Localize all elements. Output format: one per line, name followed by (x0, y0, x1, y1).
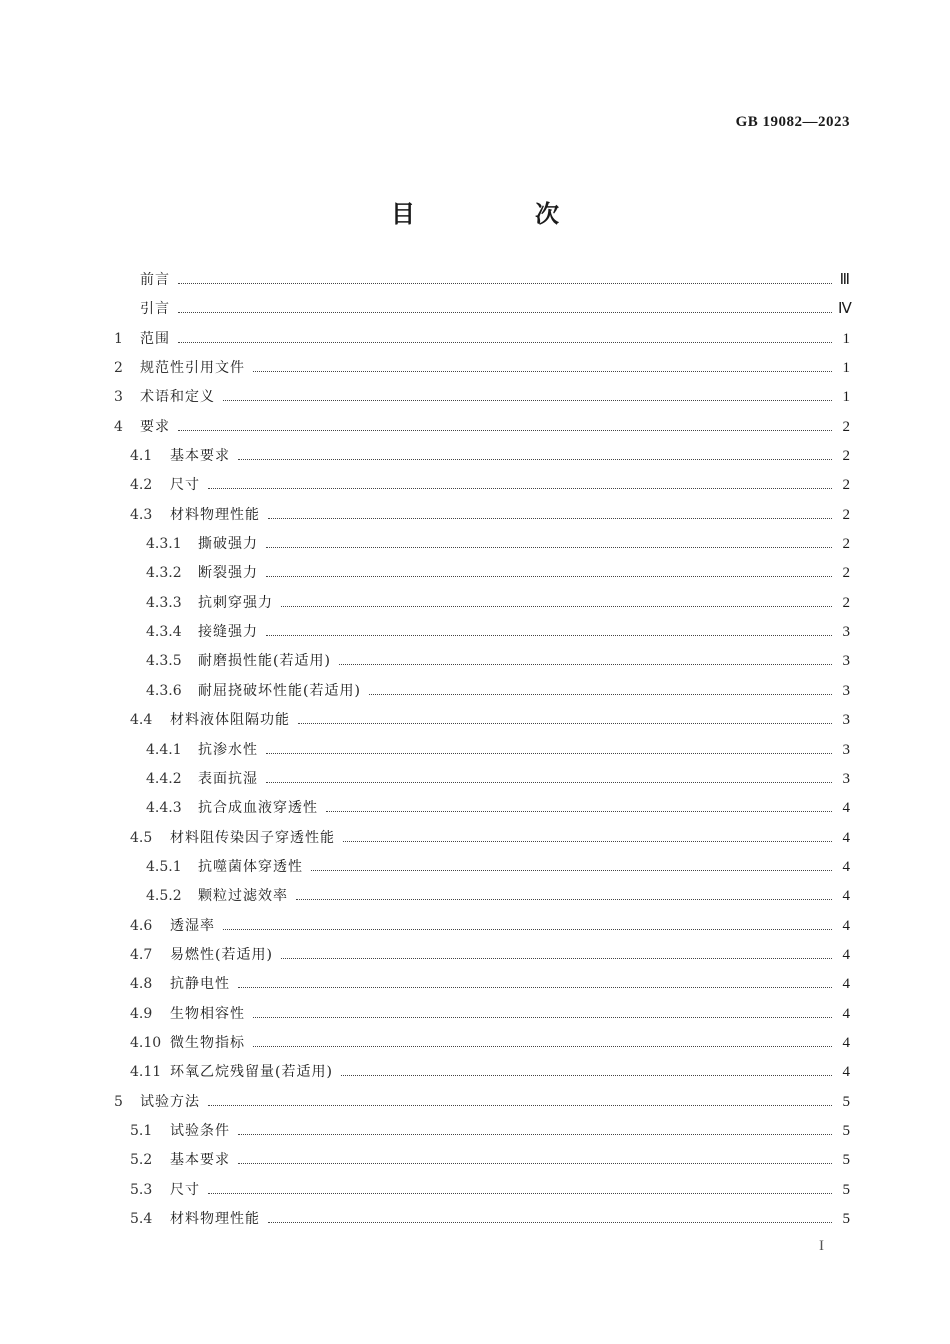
toc-entry-page: Ⅲ (839, 272, 850, 288)
dot-leader (208, 1104, 832, 1106)
toc-entry-page: 3 (842, 770, 850, 787)
toc-entry-number: 4.6 (130, 917, 153, 934)
toc-entry[interactable] (114, 562, 850, 591)
toc-entry-page: 2 (842, 448, 850, 465)
toc-entry-number: 3 (114, 389, 123, 406)
toc-entry[interactable] (114, 1179, 850, 1208)
dot-leader (223, 928, 832, 930)
toc-entry-number: 2 (114, 360, 123, 377)
toc-entry-page: 2 (842, 536, 850, 553)
toc-entry-title: 耐屈挠破坏性能(若适用) (198, 682, 361, 699)
toc-entry-number: 4.3.6 (146, 682, 182, 699)
toc-entry-number: 4.5.2 (146, 888, 182, 905)
toc-entry-title: 材料液体阻隔功能 (170, 712, 290, 729)
toc-entry-title: 材料物理性能 (170, 1211, 260, 1227)
toc-entry[interactable] (114, 827, 850, 856)
toc-entry-number: 4.11 (130, 1064, 162, 1081)
toc-entry-page: 2 (842, 477, 850, 494)
toc-entry-number: 4.5.1 (146, 858, 182, 875)
toc-entry[interactable] (114, 1003, 850, 1032)
toc-entry-number: 4 (114, 418, 123, 435)
toc-entry-number: 4.3.5 (146, 653, 182, 670)
toc-entry-page: 5 (842, 1122, 850, 1139)
toc-entry-number: 5.2 (130, 1152, 153, 1169)
toc-entry-page: 1 (842, 360, 850, 377)
toc-entry-page: 4 (842, 1064, 850, 1081)
toc-entry[interactable] (114, 357, 850, 386)
dot-leader (369, 693, 832, 695)
toc-entry-title: 接缝强力 (198, 624, 258, 641)
toc-entry-page: 3 (842, 653, 850, 670)
toc-entry[interactable] (114, 445, 850, 474)
dot-leader (238, 458, 832, 460)
dot-leader (238, 1133, 832, 1135)
dot-leader (266, 575, 832, 577)
toc-entry-page: Ⅳ (838, 301, 852, 318)
dot-leader (268, 1221, 832, 1223)
toc-entry[interactable] (114, 621, 850, 650)
toc-entry-page: 5 (842, 1152, 850, 1169)
toc-entry-page: 4 (842, 829, 850, 846)
toc-entry-page: 4 (842, 1005, 850, 1022)
toc-entry-title: 尺寸 (170, 477, 200, 494)
toc-entry-title: 耐磨损性能(若适用) (198, 653, 331, 670)
dot-leader (238, 986, 832, 988)
dot-leader (341, 1074, 832, 1076)
toc-entry[interactable] (114, 328, 850, 357)
dot-leader (223, 399, 832, 401)
toc-entry[interactable] (114, 973, 850, 1002)
toc-entry-number: 4.4.1 (146, 741, 182, 758)
toc-entry-page: 4 (842, 917, 850, 934)
toc-entry-title: 易燃性(若适用) (170, 946, 273, 963)
toc-entry-number: 4.5 (130, 829, 153, 846)
dot-leader (296, 898, 832, 900)
dot-leader (178, 311, 832, 313)
toc-entry[interactable] (114, 592, 850, 621)
toc-entry-number: 4.2 (130, 477, 153, 494)
toc-entry-number: 4.1 (130, 448, 153, 465)
toc-entry-page: 4 (842, 888, 850, 905)
toc-entry-page: 3 (842, 741, 850, 758)
toc-entry-title: 尺寸 (170, 1181, 200, 1198)
toc-entry-title: 抗渗水性 (198, 741, 258, 758)
toc-entry-number: 4.3.1 (146, 536, 182, 553)
dot-leader (266, 634, 832, 636)
toc-entry[interactable] (114, 1208, 850, 1237)
dot-leader (281, 957, 832, 959)
toc-entry[interactable] (114, 416, 850, 445)
toc-entry[interactable] (114, 1061, 850, 1090)
dot-leader (238, 1162, 832, 1164)
toc-entry-title: 要求 (140, 418, 170, 435)
page-folio: I (819, 1238, 824, 1254)
toc-entry-number: 4.3.3 (146, 594, 182, 611)
dot-leader (268, 517, 832, 519)
toc-entry[interactable] (114, 474, 850, 503)
toc-entry-page: 2 (842, 418, 850, 435)
toc-entry[interactable] (114, 533, 850, 562)
toc-entry-number: 1 (114, 330, 123, 347)
dot-leader (253, 1016, 832, 1018)
toc-entry-number: 4.4.2 (146, 770, 182, 787)
toc-entry-title: 术语和定义 (140, 389, 215, 406)
toc-entry-number: 4.3 (130, 506, 153, 523)
toc-entry-page: 5 (842, 1093, 850, 1110)
dot-leader (266, 546, 832, 548)
toc-entry-title: 材料物理性能 (170, 506, 260, 523)
toc-entry[interactable] (114, 944, 850, 973)
toc-entry-page: 2 (842, 594, 850, 611)
toc-entry-title: 表面抗湿 (198, 770, 258, 787)
toc-entry[interactable] (114, 680, 850, 709)
toc-entry-title: 引言 (140, 301, 170, 318)
dot-leader (253, 370, 832, 372)
dot-leader (281, 605, 832, 607)
toc-entry-page: 3 (842, 712, 850, 729)
toc-entry[interactable] (114, 650, 850, 679)
toc-entry-title: 透湿率 (170, 917, 215, 934)
toc-entry-title: 颗粒过滤效率 (198, 888, 288, 905)
toc-entry-title: 环氧乙烷残留量(若适用) (170, 1064, 333, 1081)
toc-entry-number: 4.9 (130, 1005, 153, 1022)
toc-entry[interactable] (114, 768, 850, 797)
toc-entry-number: 4.4 (130, 712, 153, 729)
toc-entry-page: 2 (842, 506, 850, 523)
dot-leader (298, 722, 832, 724)
toc-entry[interactable] (114, 1091, 850, 1120)
dot-leader (311, 869, 832, 871)
toc-entry-title: 生物相容性 (170, 1005, 245, 1022)
toc-entry[interactable] (114, 915, 850, 944)
dot-leader (178, 429, 832, 431)
toc-entry-page: 3 (842, 682, 850, 699)
toc-entry[interactable] (114, 885, 850, 914)
dot-leader (326, 810, 832, 812)
toc-entry-number: 4.4.3 (146, 800, 182, 817)
toc-entry-title: 试验方法 (140, 1093, 200, 1110)
toc-entry[interactable] (114, 1149, 850, 1178)
table-of-contents (114, 269, 850, 1237)
toc-entry-number: 5.3 (130, 1181, 153, 1198)
toc-entry-page: 4 (842, 858, 850, 875)
toc-entry-number: 5.1 (130, 1122, 153, 1139)
toc-entry-number: 5.4 (130, 1211, 153, 1227)
toc-entry-title: 试验条件 (170, 1122, 230, 1139)
toc-entry-number: 4.7 (130, 946, 153, 963)
toc-entry[interactable] (114, 709, 850, 738)
toc-entry-page: 5 (842, 1211, 850, 1227)
toc-entry-title: 断裂强力 (198, 565, 258, 582)
dot-leader (253, 1045, 832, 1047)
toc-entry[interactable] (114, 1120, 850, 1149)
dot-leader (178, 282, 832, 284)
toc-entry[interactable] (114, 386, 850, 415)
toc-entry[interactable] (114, 269, 850, 298)
toc-entry-title: 抗噬菌体穿透性 (198, 858, 303, 875)
toc-entry-number: 5 (114, 1093, 123, 1110)
dot-leader (343, 840, 832, 842)
toc-entry-page: 1 (842, 330, 850, 347)
dot-leader (178, 341, 832, 343)
dot-leader (266, 752, 832, 754)
toc-entry-page: 4 (842, 1034, 850, 1051)
toc-entry[interactable] (114, 298, 850, 327)
toc-entry-title: 前言 (140, 272, 170, 288)
dot-leader (208, 1192, 832, 1194)
page-title: 目 次 (391, 200, 607, 228)
toc-entry-page: 1 (842, 389, 850, 406)
toc-entry-title: 范围 (140, 330, 170, 347)
toc-entry-page: 4 (842, 800, 850, 817)
toc-entry-title: 抗刺穿强力 (198, 594, 273, 611)
toc-entry-title: 抗静电性 (170, 976, 230, 993)
toc-entry-title: 微生物指标 (170, 1034, 245, 1051)
dot-leader (266, 781, 832, 783)
toc-entry-page: 4 (842, 946, 850, 963)
toc-entry[interactable] (114, 1032, 850, 1061)
toc-entry-number: 4.3.4 (146, 624, 182, 641)
toc-entry-page: 2 (842, 565, 850, 582)
standard-code: GB 19082—2023 (735, 114, 850, 130)
toc-entry-title: 规范性引用文件 (140, 360, 245, 377)
dot-leader (339, 663, 832, 665)
toc-entry-title: 材料阻传染因子穿透性能 (170, 829, 335, 846)
toc-entry-title: 基本要求 (170, 1152, 230, 1169)
dot-leader (208, 487, 832, 489)
toc-entry-title: 基本要求 (170, 448, 230, 465)
toc-entry[interactable] (114, 739, 850, 768)
toc-entry-page: 3 (842, 624, 850, 641)
toc-entry-page: 4 (842, 976, 850, 993)
toc-entry-title: 抗合成血液穿透性 (198, 800, 318, 817)
toc-entry[interactable] (114, 797, 850, 826)
toc-entry-number: 4.8 (130, 976, 153, 993)
toc-entry-page: 5 (842, 1181, 850, 1198)
toc-entry[interactable] (114, 504, 850, 533)
toc-entry-number: 4.3.2 (146, 565, 182, 582)
toc-entry[interactable] (114, 856, 850, 885)
toc-entry-title: 撕破强力 (198, 536, 258, 553)
toc-entry-number: 4.10 (130, 1034, 162, 1051)
